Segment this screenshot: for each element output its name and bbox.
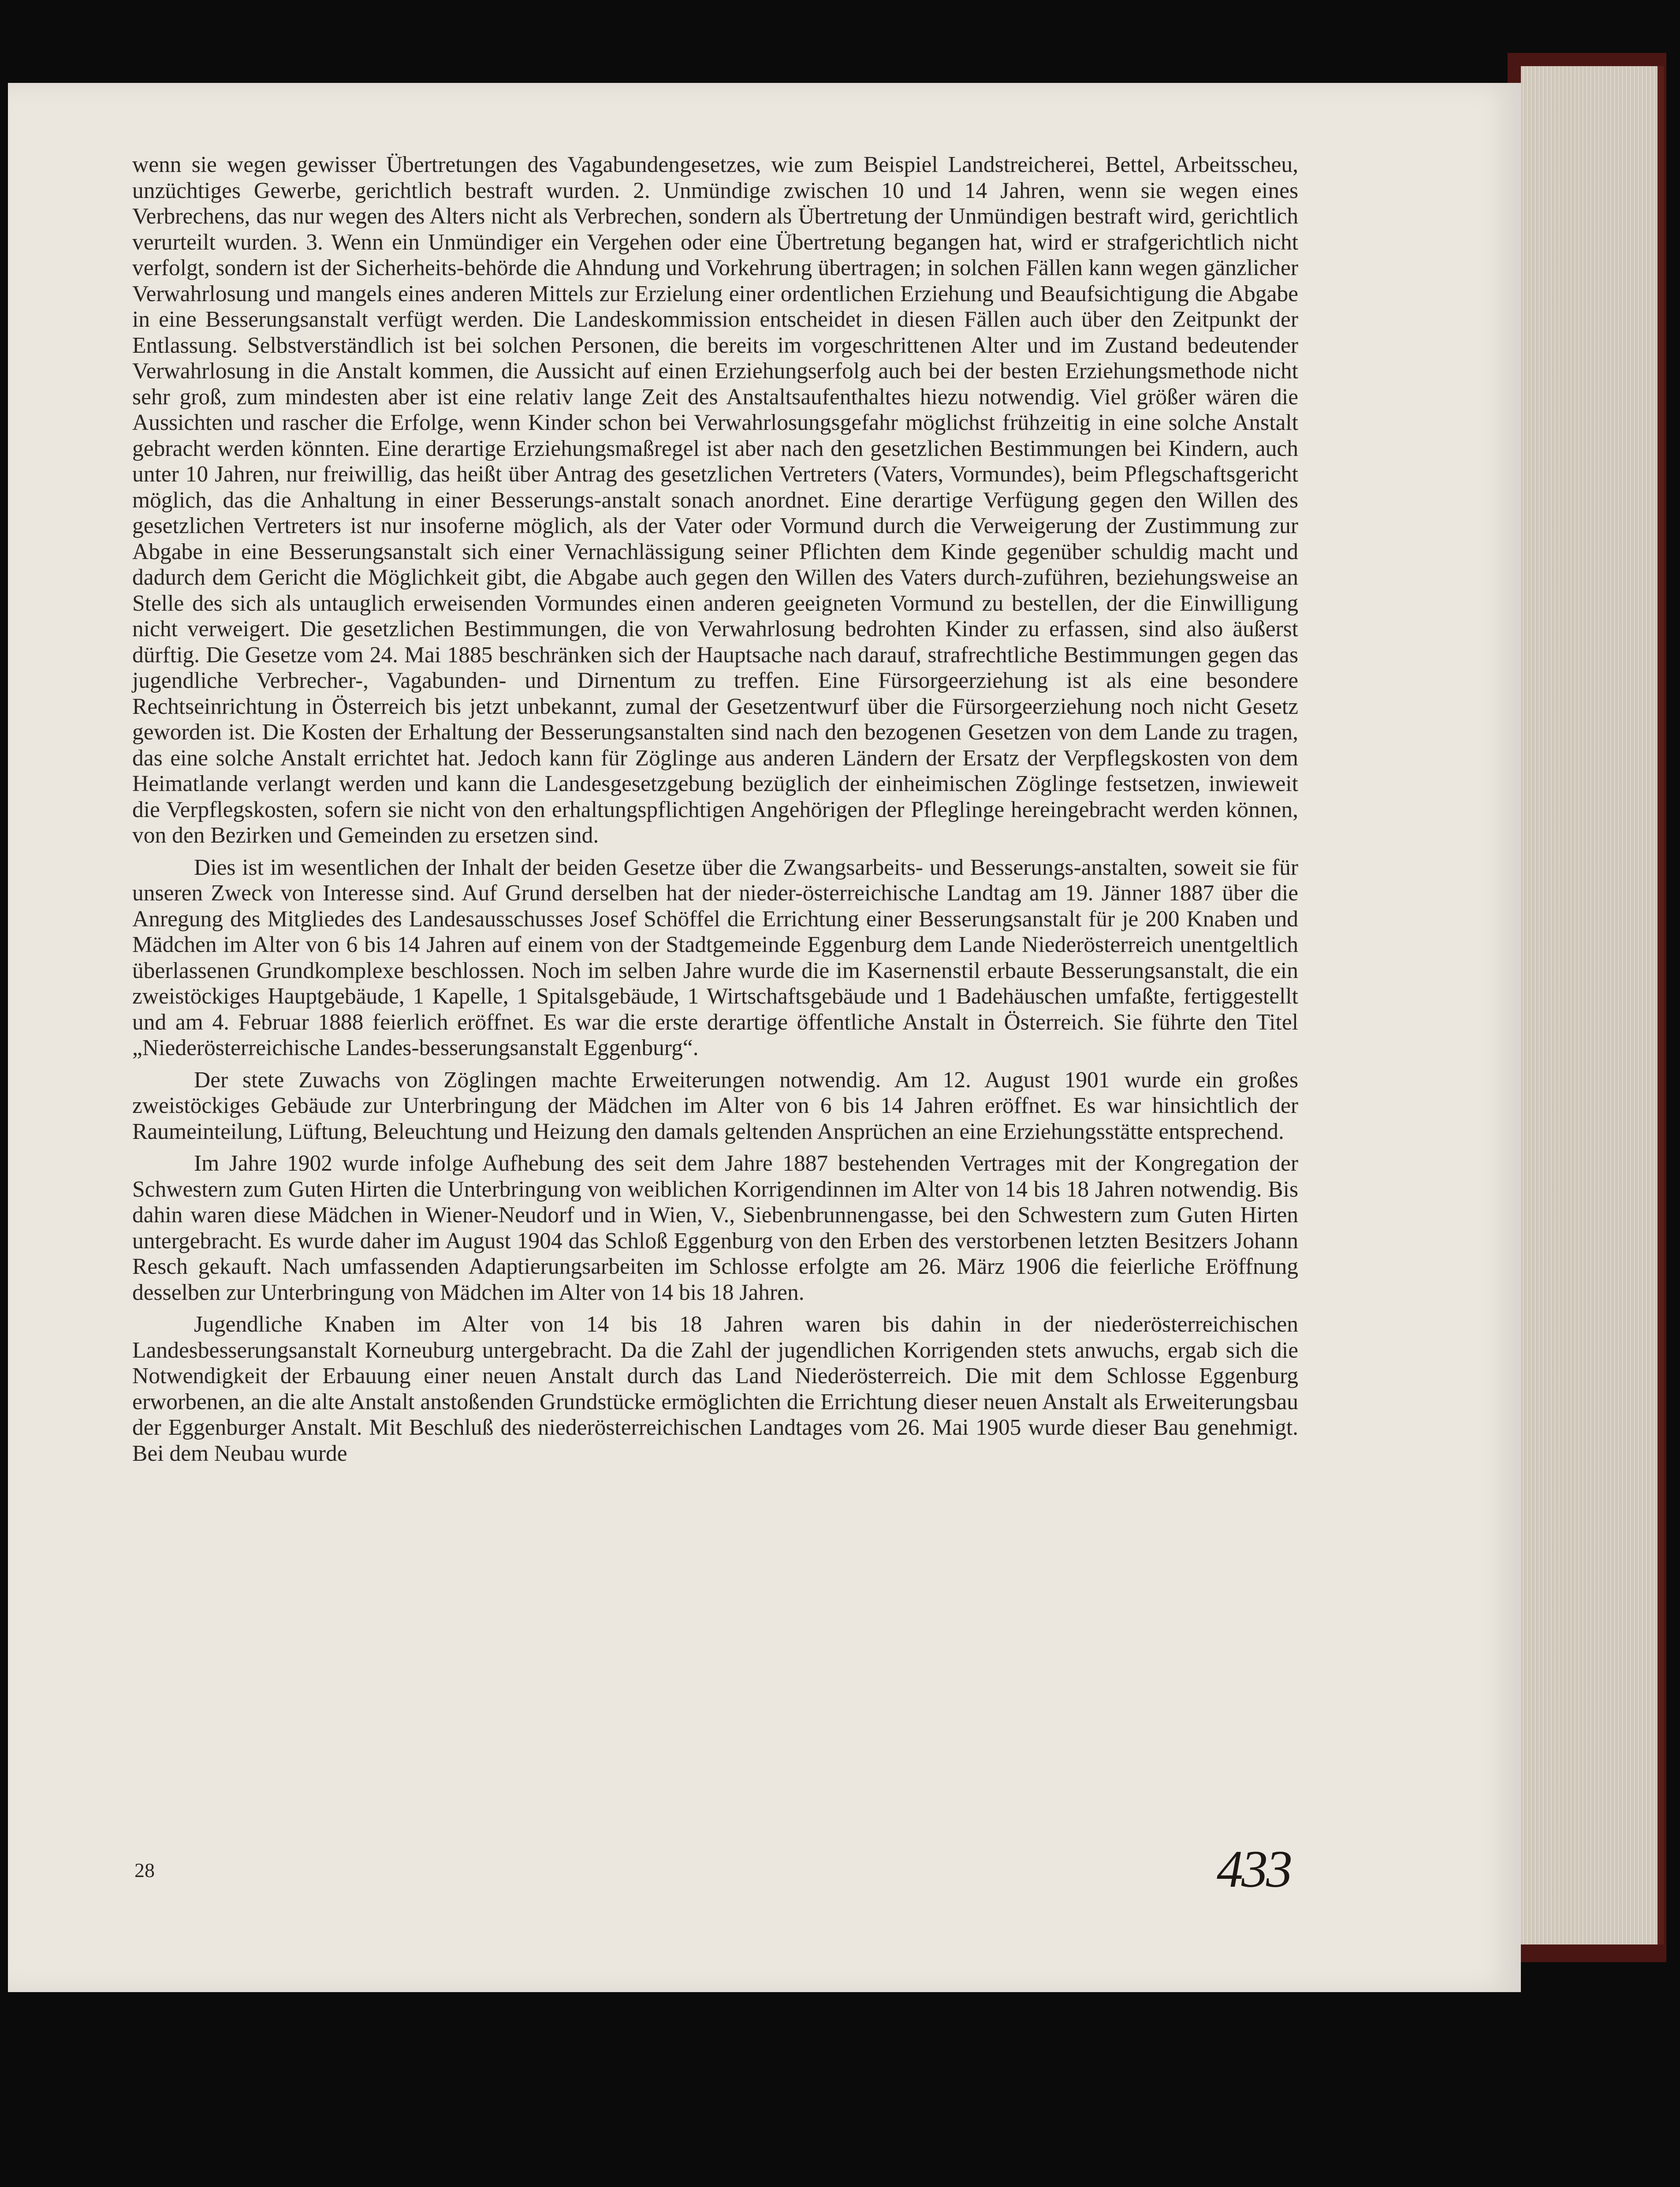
paragraph: wenn sie wegen gewisser Übertretungen des Vagabundengesetzes, wie zum Beispiel Landstreicherei, Bettel, Arbeitsscheu, unzüchtiges Gewerbe, gerichtlich bestraft wurden. 2. Unmündige zwischen 10 und 14 Jahren, wenn sie wegen eines Verbrechens, das nur wegen des Alters nicht als Verbrechen, sondern als Übertretung der Unmündigen bestraft wird, gerichtlich verurteilt wurden. 3. Wenn ein Unmündiger ein Vergehen oder eine Übertretung begangen hat, wird er strafgerichtlich nicht verfolgt, sondern ist der Sicherheits-behörde die Ahndung und Vorkehrung übertragen; in solchen Fällen kann wegen gänzlicher Verwahrlosung und mangels eines anderen Mittels zur Erzielung einer ordentlichen Erziehung und Beaufsichtigung die Abgabe in eine Besserungsanstalt verfügt werden. Die Landeskommission entscheidet in diesen Fällen auch über den Zeitpunkt der Entlassung. Selbstverständlich ist bei solchen Personen, die bereits im vorgeschrittenen Alter und im Zustand bedeutender Verwahrlosung in die Anstalt kommen, die Aussicht auf einen Erziehungserfolg auch bei der besten Erziehungsmethode nicht sehr groß, zum mindesten aber ist eine relativ lange Zeit des Anstaltsaufenthaltes hiezu notwendig. Viel größer wären die Aussichten und rascher die Erfolge, wenn Kinder schon bei Verwahrlosungsgefahr möglichst frühzeitig in eine solche Anstalt gebracht werden könnten. Eine derartige Erziehungsmaßregel ist aber nach den gesetzlichen Bestimmungen bei Kindern, auch unter 10 Jahren, nur freiwillig, das heißt über Antrag des gesetzlichen Vertreters (Vaters, Vormundes), beim Pflegschaftsgericht möglich, das die Anhaltung in einer Besserungs-anstalt sonach anordnet. Eine derartige Verfügung gegen den Willen des gesetzlichen Vertreters ist nur insoferne möglich, als der Vater oder Vormund durch die Verweigerung der Zustimmung zur Abgabe in eine Besserungsanstalt sich einer Vernachlässigung seiner Pflichten dem Kinde gegenüber schuldig macht und dadurch dem Gericht die Möglichkeit gibt, die Abgabe auch gegen den Willen des Vaters durch-zuführen, beziehungsweise an Stelle des sich als untauglich erweisenden Vormundes einen anderen geeigneten Vormund zu bestellen, der die Einwilligung nicht verweigert. Die gesetzlichen Bestimmungen, die von Verwahrlosung bedrohten Kinder zu erfassen, sind also äußerst dürftig. Die Gesetze vom 24. Mai 1885 beschränken sich der Hauptsache nach darauf, strafrechtliche Bestimmungen gegen das jugendliche Verbrecher-, Vagabunden- und Dirnentum zu treffen. Eine Fürsorgeerziehung ist als eine besondere Rechtseinrichtung in Österreich bis jetzt unbekannt, zumal der Gesetzentwurf über die Fürsorgeerziehung noch nicht Gesetz geworden ist. Die Kosten der Erhaltung der Besserungsanstalten sind nach den bezogenen Gesetzen von dem Lande zu tragen, das eine solche Anstalt errichtet hat. Jedoch kann für Zöglinge aus anderen Ländern der Ersatz der Verpflegskosten von dem Heimatlande verlangt werden und kann die Landesgesetzgebung bezüglich der einheimischen Zöglinge festsetzen, inwieweit die Verpflegskosten, sofern sie nicht von den erhaltungspflichtigen Angehörigen der Pfleglinge hereingebracht werden können, von den Bezirken und Gemeinden zu ersetzen sind. [132,152,1298,848]
paragraph: Im Jahre 1902 wurde infolge Aufhebung des seit dem Jahre 1887 bestehenden Vertrages mit der Kongregation der Schwestern zum Guten Hirten die Unterbringung von weiblichen Korrigendinnen im Alter von 14 bis 18 Jahren notwendig. Bis dahin waren diese Mädchen in Wiener-Neudorf und in Wien, V., Siebenbrunnengasse, bei den Schwestern zum Guten Hirten untergebracht. Es wurde daher im August 1904 das Schloß Eggenburg von den Erben des verstorbenen letzten Besitzers Johann Resch gekauft. Nach umfassenden Adaptierungsarbeiten im Schlosse erfolgte am 26. März 1906 die feierliche Eröffnung desselben zur Unterbringung von Mädchen im Alter von 14 bis 18 Jahren. [132,1151,1298,1305]
body-text [132,152,1298,1473]
page-number: 433 [1217,1840,1291,1898]
page-stack-edge [1521,66,1664,1944]
paragraph: Dies ist im wesentlichen der Inhalt der beiden Gesetze über die Zwangsarbeits- und Besserungs-anstalten, soweit sie für unseren Zweck von Interesse sind. Auf Grund derselben hat der nieder-österreichische Landtag am 19. Jänner 1887 über die Anregung des Mitgliedes des Landesausschusses Josef Schöffel die Errichtung einer Besserungsanstalt für je 200 Knaben und Mädchen im Alter von 6 bis 14 Jahren auf einem von der Stadtgemeinde Eggenburg dem Lande Niederösterreich unentgeltlich überlassenen Grundkomplexe beschlossen. Noch im selben Jahre wurde die im Kasernenstil erbaute Besserungsanstalt, die ein zweistöckiges Hauptgebäude, 1 Kapelle, 1 Spitalsgebäude, 1 Wirtschaftsgebäude und 1 Badehäuschen umfaßte, fertiggestellt und am 4. Februar 1888 feierlich eröffnet. Es war die erste derartige öffentliche Anstalt in Österreich. Sie führte den Titel „Niederösterreichische Landes-besserungsanstalt Eggenburg“. [132,855,1298,1060]
paragraph: Jugendliche Knaben im Alter von 14 bis 18 Jahren waren bis dahin in der niederösterreichischen Landesbesserungsanstalt Korneuburg untergebracht. Da die Zahl der jugendlichen Korrigenden stets anwuchs, ergab sich die Notwendigkeit der Erbauung einer neuen Anstalt durch das Land Niederösterreich. Die mit dem Schlosse Eggenburg erworbenen, an die alte Anstalt anstoßenden Grundstücke ermöglichten die Errichtung dieser neuen Anstalt als Erweiterungsbau der Eggenburger Anstalt. Mit Beschluß des niederösterreichischen Landtages vom 26. Mai 1905 wurde dieser Bau genehmigt. Bei dem Neubau wurde [132,1312,1298,1466]
paragraph: Der stete Zuwachs von Zöglingen machte Erweiterungen notwendig. Am 12. August 1901 wurde ein großes zweistöckiges Gebäude zur Unterbringung der Mädchen im Alter von 6 bis 14 Jahren eröffnet. Es war hinsichtlich der Raumeinteilung, Lüftung, Beleuchtung und Heizung den damals geltenden Ansprüchen an eine Erziehungsstätte entsprechend. [132,1067,1298,1144]
signature-mark: 28 [134,1859,155,1881]
